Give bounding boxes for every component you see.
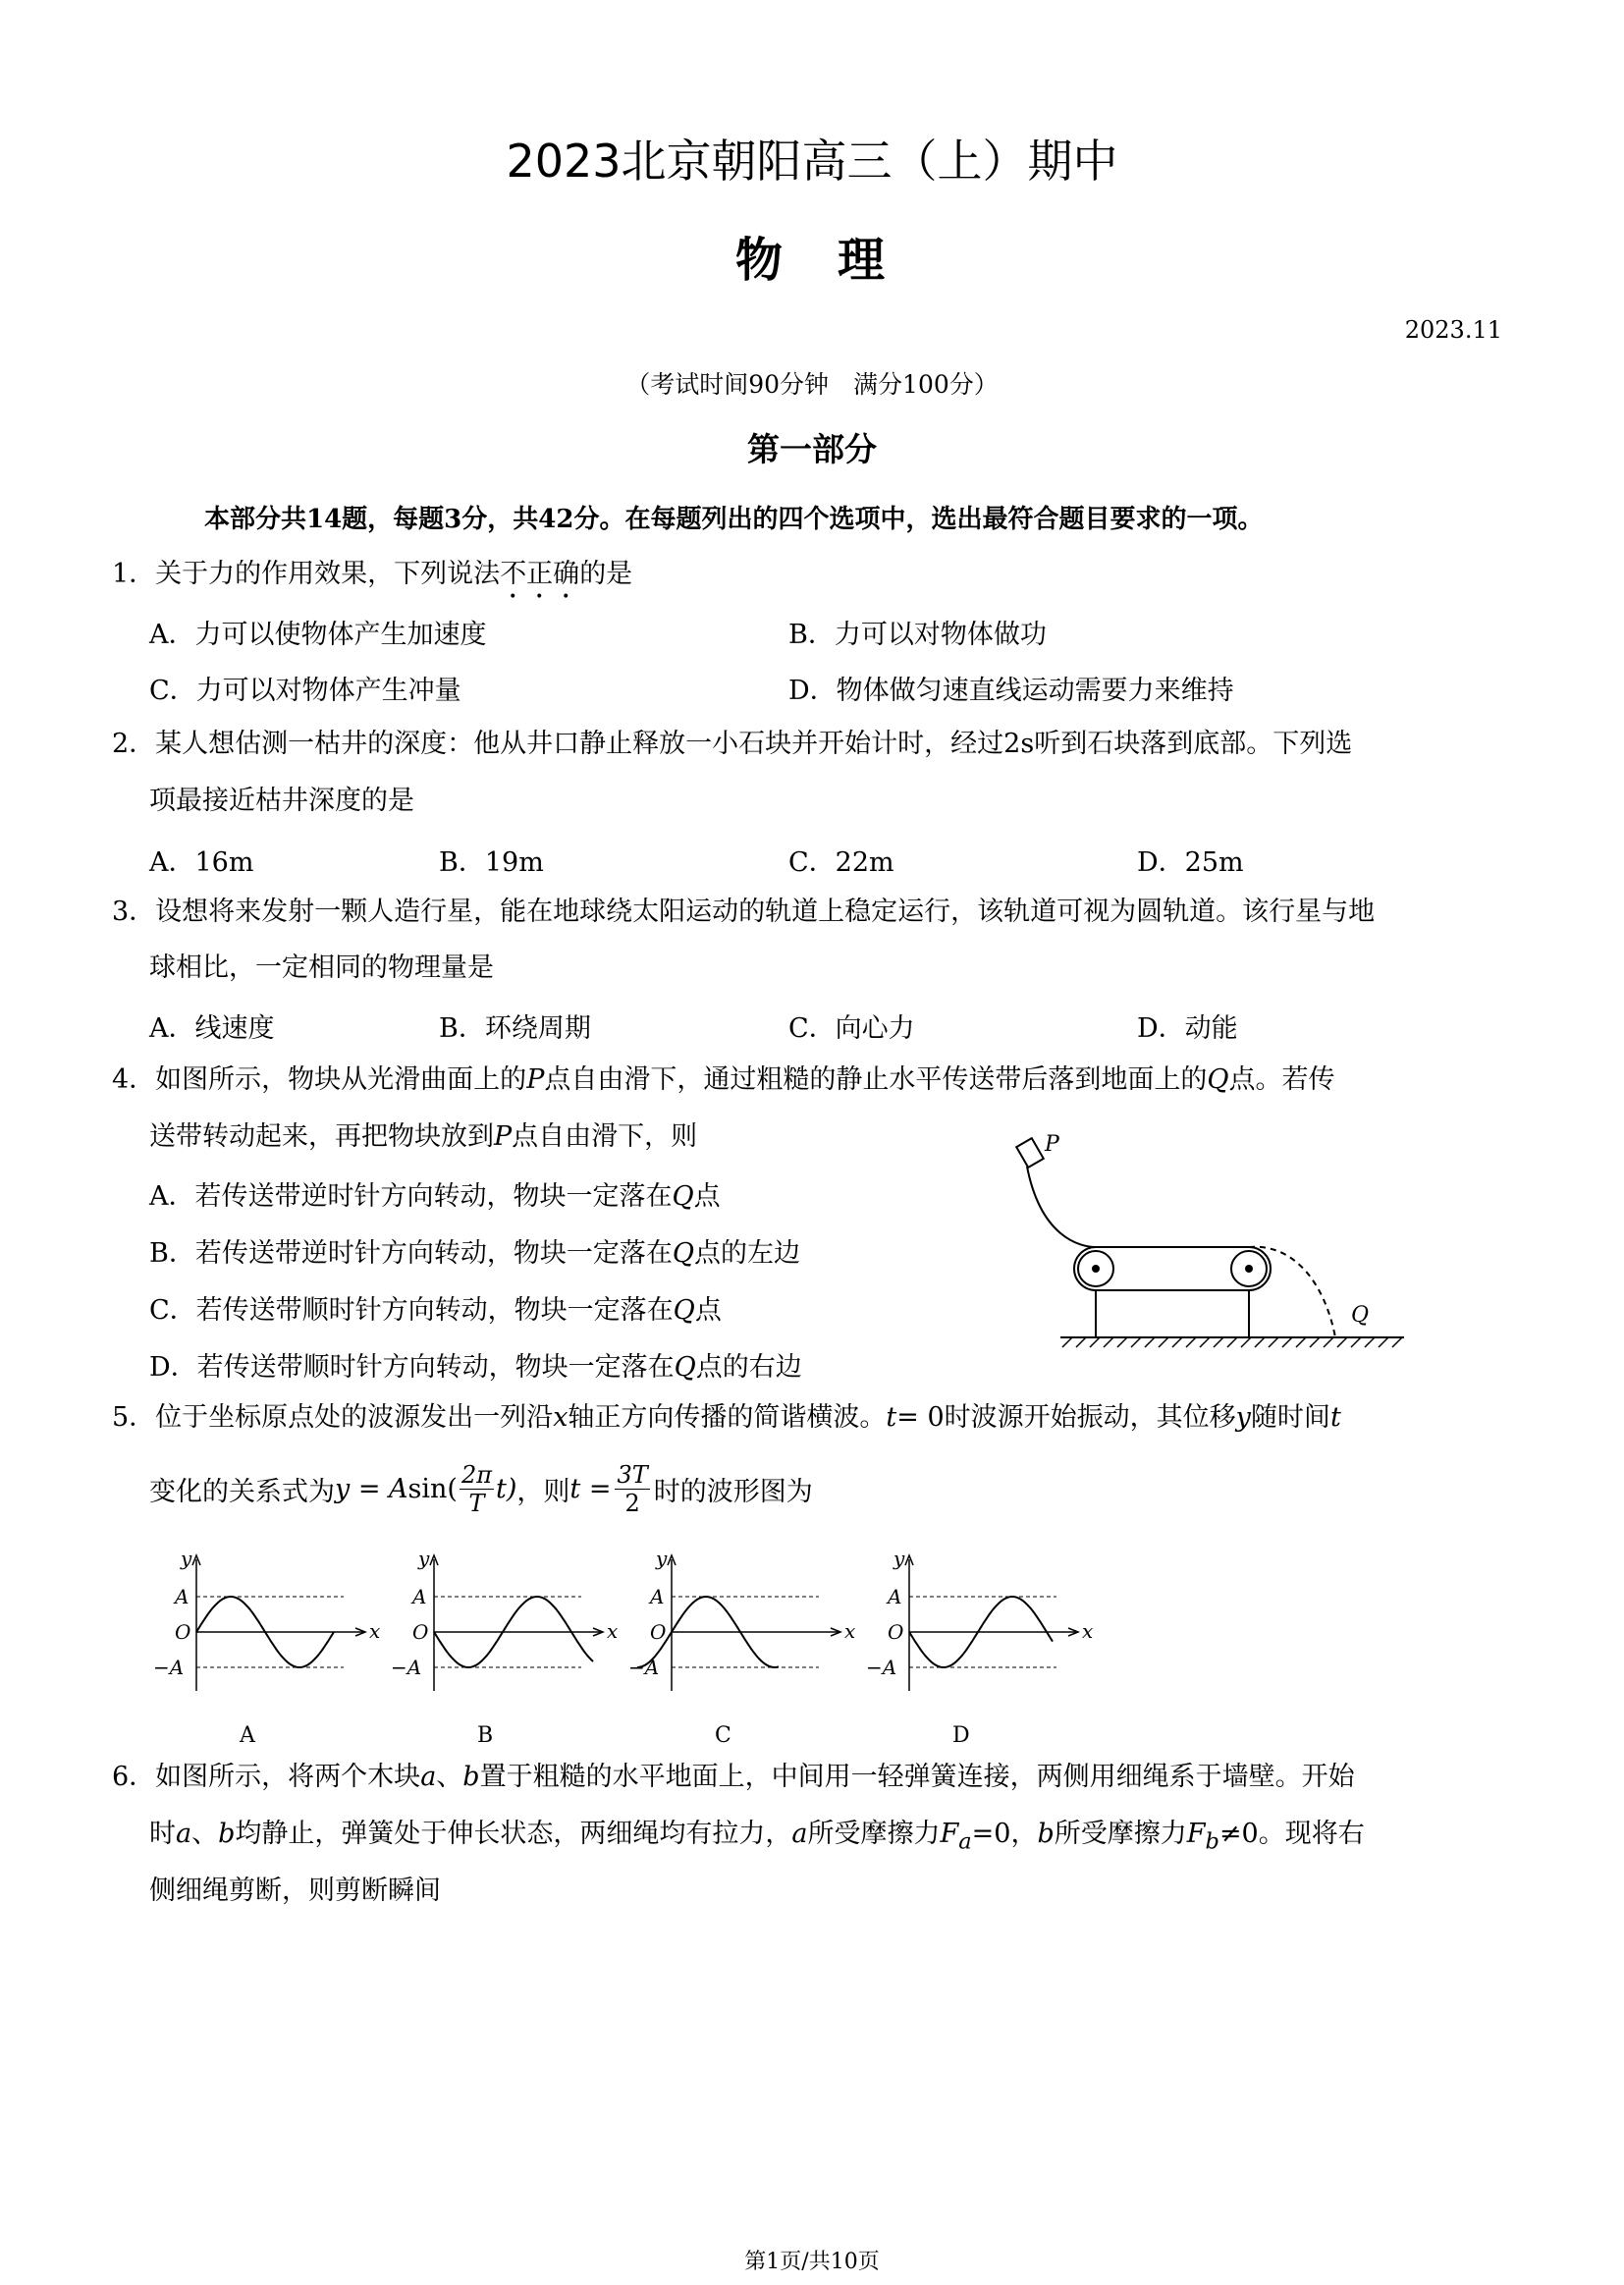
q6-text-f: 所受摩擦力	[1054, 1819, 1187, 1849]
tick-neg-a-label: −A	[628, 1656, 660, 1679]
q4-option-b-text: B．若传送带逆时针方向转动，物块一定落在	[149, 1238, 673, 1269]
q5-text-e: 变化的关系式为	[149, 1477, 335, 1507]
q5-text-g: 时的波形图为	[653, 1477, 813, 1507]
question-4-line2	[149, 1117, 697, 1157]
ground-hatching	[1062, 1337, 1402, 1347]
q6-fa-val: =0，	[971, 1819, 1038, 1849]
graph-caption: A	[240, 1723, 255, 1748]
q5-var-t0: t	[886, 1402, 897, 1433]
wave-graph-B	[391, 1547, 618, 1748]
q6-fb: F	[1186, 1819, 1206, 1849]
q6-sep1: 、	[436, 1762, 463, 1792]
q4-option-c-text: C．若传送带顺时针方向转动，物块一定落在	[149, 1295, 674, 1326]
question-3-line1: 3．设想将来发射一颗人造行星，能在地球绕太阳运动的轨道上稳定运行，该轨道可视为圆轨道。该行星与地	[112, 897, 1376, 927]
exam-info: （考试时间90分钟 满分100分）	[625, 370, 999, 399]
graph-caption: D	[952, 1723, 970, 1748]
q3-option-a: A．线速度	[149, 1013, 275, 1044]
fig-label-q: Q	[1351, 1303, 1370, 1328]
question-3-line2: 球相比，一定相同的物理量是	[149, 952, 494, 983]
q4-option-a-text: A．若传送带逆时针方向转动，物块一定落在	[149, 1181, 673, 1212]
wave-graph-A	[153, 1547, 380, 1748]
q5-var-t: t	[1329, 1402, 1341, 1433]
tick-o-label: O	[175, 1620, 191, 1644]
q5-text-a: 5．位于坐标原点处的波源发出一列沿	[112, 1402, 554, 1433]
wave-graph-C	[628, 1547, 855, 1748]
question-5-line1	[112, 1398, 1341, 1438]
q1-option-c: C．力可以对物体产生冲量	[149, 676, 461, 706]
q5-frac2-den: 2	[624, 1490, 640, 1517]
q6-text-c: 时	[149, 1819, 176, 1849]
q1-stem-text: 1．关于力的作用效果，下列说法	[112, 559, 501, 589]
trajectory-dashed	[1249, 1247, 1335, 1337]
q6-var-b2: b	[218, 1819, 236, 1849]
q5-text-b: 轴正方向传播的简谐横波。	[568, 1402, 887, 1433]
q4-text-b: 点自由滑下，通过粗糙的静止水平传送带后落到地面上的	[544, 1064, 1208, 1095]
q3-option-b: B．环绕周期	[439, 1013, 591, 1044]
q2-option-a: A．16m	[149, 847, 254, 878]
q5-frac2-num: 3T	[617, 1461, 648, 1489]
left-roller-axle	[1092, 1265, 1100, 1273]
tick-a-label: A	[175, 1585, 189, 1608]
part-intro: 本部分共14题，每题3分，共42分。在每题列出的四个选项中，选出最符合题目要求的一项。	[204, 505, 1264, 534]
q2-option-d: D．25m	[1137, 847, 1244, 878]
y-axis-label: y	[656, 1547, 668, 1570]
q4-option-d-end: 点的右边	[695, 1352, 802, 1383]
question-2-line2: 项最接近枯井深度的是	[149, 786, 414, 816]
q6-text-a: 6．如图所示，将两个木块	[112, 1762, 421, 1792]
q1-emphasis: 不正确	[500, 559, 580, 589]
q4-point-p-2: P	[494, 1121, 513, 1152]
q4-option-a-q: Q	[672, 1181, 694, 1212]
tick-o-label: O	[412, 1620, 429, 1644]
q4-option-d-text: D．若传送带顺时针方向转动，物块一定落在	[149, 1352, 675, 1383]
question-6-line1	[112, 1758, 1355, 1797]
q6-text-b: 置于粗糙的水平地面上，中间用一轻弹簧连接，两侧用细绳系于墙壁。开始	[479, 1762, 1355, 1792]
tick-neg-a-label: −A	[866, 1656, 897, 1679]
q6-var-b3: b	[1037, 1819, 1055, 1849]
x-axis-label: x	[369, 1619, 381, 1643]
q6-var-a3: a	[791, 1819, 808, 1849]
q4-option-b	[149, 1231, 800, 1270]
y-axis-label: y	[181, 1547, 192, 1570]
q6-fb-val: ≠0。现将右	[1218, 1819, 1365, 1849]
graph-caption: C	[715, 1723, 731, 1748]
q4-conveyor-figure	[1001, 1119, 1424, 1355]
fig-label-p: P	[1045, 1132, 1059, 1157]
q4-option-d-q: Q	[674, 1352, 696, 1383]
q6-var-b1: b	[462, 1762, 480, 1792]
tick-a-label: A	[650, 1585, 665, 1608]
question-5-line2	[149, 1461, 813, 1517]
q6-fb-sub: b	[1205, 1828, 1219, 1855]
q4-point-p: P	[526, 1064, 545, 1095]
q6-text-d: 均静止，弹簧处于伸长状态，两细绳均有拉力，	[235, 1819, 792, 1849]
tick-neg-a-label: −A	[153, 1656, 185, 1679]
tick-o-label: O	[650, 1620, 667, 1644]
part-heading: 第一部分	[747, 430, 877, 468]
q5-frac1-den: T	[468, 1490, 485, 1517]
q5-text-c: = 0时波源开始振动，其位移	[896, 1402, 1236, 1433]
q4-option-b-q: Q	[672, 1238, 694, 1269]
q6-fa: F	[940, 1819, 959, 1849]
q6-var-a1: a	[420, 1762, 437, 1792]
q6-sep2: 、	[191, 1819, 219, 1849]
q5-var-x: x	[553, 1402, 568, 1433]
q5-fraction-1	[460, 1461, 494, 1517]
q2-option-b: B．19m	[439, 847, 544, 878]
q5-text-f: ，则	[516, 1477, 570, 1507]
q6-text-e: 所受摩擦力	[807, 1819, 941, 1849]
q5-formula-sin: sin(	[407, 1474, 458, 1504]
q3-option-d: D．动能	[1137, 1013, 1238, 1044]
y-axis-label: y	[418, 1547, 430, 1570]
graph-caption: B	[477, 1723, 494, 1748]
wave-graph-D	[866, 1547, 1093, 1748]
q4-option-c-q: Q	[673, 1295, 695, 1326]
x-axis-label: x	[1082, 1619, 1094, 1643]
q5-fraction-2	[615, 1461, 649, 1517]
question-6-line3: 侧细绳剪断，则剪断瞬间	[149, 1876, 441, 1906]
q6-fa-sub: a	[958, 1828, 972, 1855]
question-6-line2	[149, 1815, 1365, 1861]
q5-formula-rest: t)	[496, 1474, 517, 1504]
q3-option-c: C．向心力	[788, 1013, 915, 1044]
question-2-line1: 2．某人想估测一枯井的深度：他从井口静止释放一小石块并开始计时，经过2s听到石块落到底部。下列选	[112, 729, 1353, 759]
question-4-line1	[112, 1061, 1335, 1100]
q4-option-a	[149, 1174, 721, 1213]
q4-option-c	[149, 1288, 722, 1327]
q1-option-d: D．物体做匀速直线运动需要力来维持	[788, 676, 1234, 706]
q4-text-c: 点。若传	[1228, 1064, 1335, 1095]
q5-var-y: y	[1235, 1402, 1251, 1433]
subject-title: 物 理	[734, 233, 889, 288]
block-icon	[1016, 1138, 1044, 1168]
q4-text-e: 点自由滑下，则	[512, 1121, 698, 1152]
right-roller-axle	[1245, 1265, 1253, 1273]
page-footer: 第1页/共10页	[744, 2250, 880, 2274]
page-title: 2023北京朝阳高三（上）期中	[506, 135, 1118, 188]
q5-text-d: 随时间	[1250, 1402, 1330, 1433]
tick-a-label: A	[888, 1585, 902, 1608]
q4-option-c-end: 点	[694, 1295, 722, 1326]
question-1-stem	[112, 555, 632, 605]
q1-stem-end: 的是	[579, 559, 633, 589]
y-axis-label: y	[893, 1547, 905, 1570]
tick-o-label: O	[888, 1620, 904, 1644]
tick-neg-a-label: −A	[391, 1656, 422, 1679]
q4-text-d: 送带转动起来，再把物块放到	[149, 1121, 494, 1152]
q5-frac1-num: 2π	[460, 1461, 493, 1489]
q4-option-b-end: 点的左边	[693, 1238, 800, 1269]
q1-option-a: A．力可以使物体产生加速度	[149, 620, 487, 650]
q1-option-b: B．力可以对物体做功	[788, 620, 1047, 650]
q4-option-a-end: 点	[693, 1181, 721, 1212]
q5-wave-graphs	[137, 1547, 1094, 1748]
q5-t-eq: t =	[569, 1474, 612, 1504]
q6-var-a2: a	[176, 1819, 192, 1849]
x-axis-label: x	[607, 1619, 619, 1643]
x-axis-label: x	[844, 1619, 856, 1643]
ramp-curve	[1027, 1167, 1096, 1247]
q2-option-c: C．22m	[788, 847, 894, 878]
q4-point-q: Q	[1207, 1064, 1229, 1095]
q4-option-d	[149, 1345, 802, 1384]
exam-date: 2023.11	[1404, 316, 1502, 344]
q4-text-a: 4．如图所示，物块从光滑曲面上的	[112, 1064, 527, 1095]
q5-formula-lhs: y = A	[335, 1474, 408, 1504]
tick-a-label: A	[412, 1585, 427, 1608]
